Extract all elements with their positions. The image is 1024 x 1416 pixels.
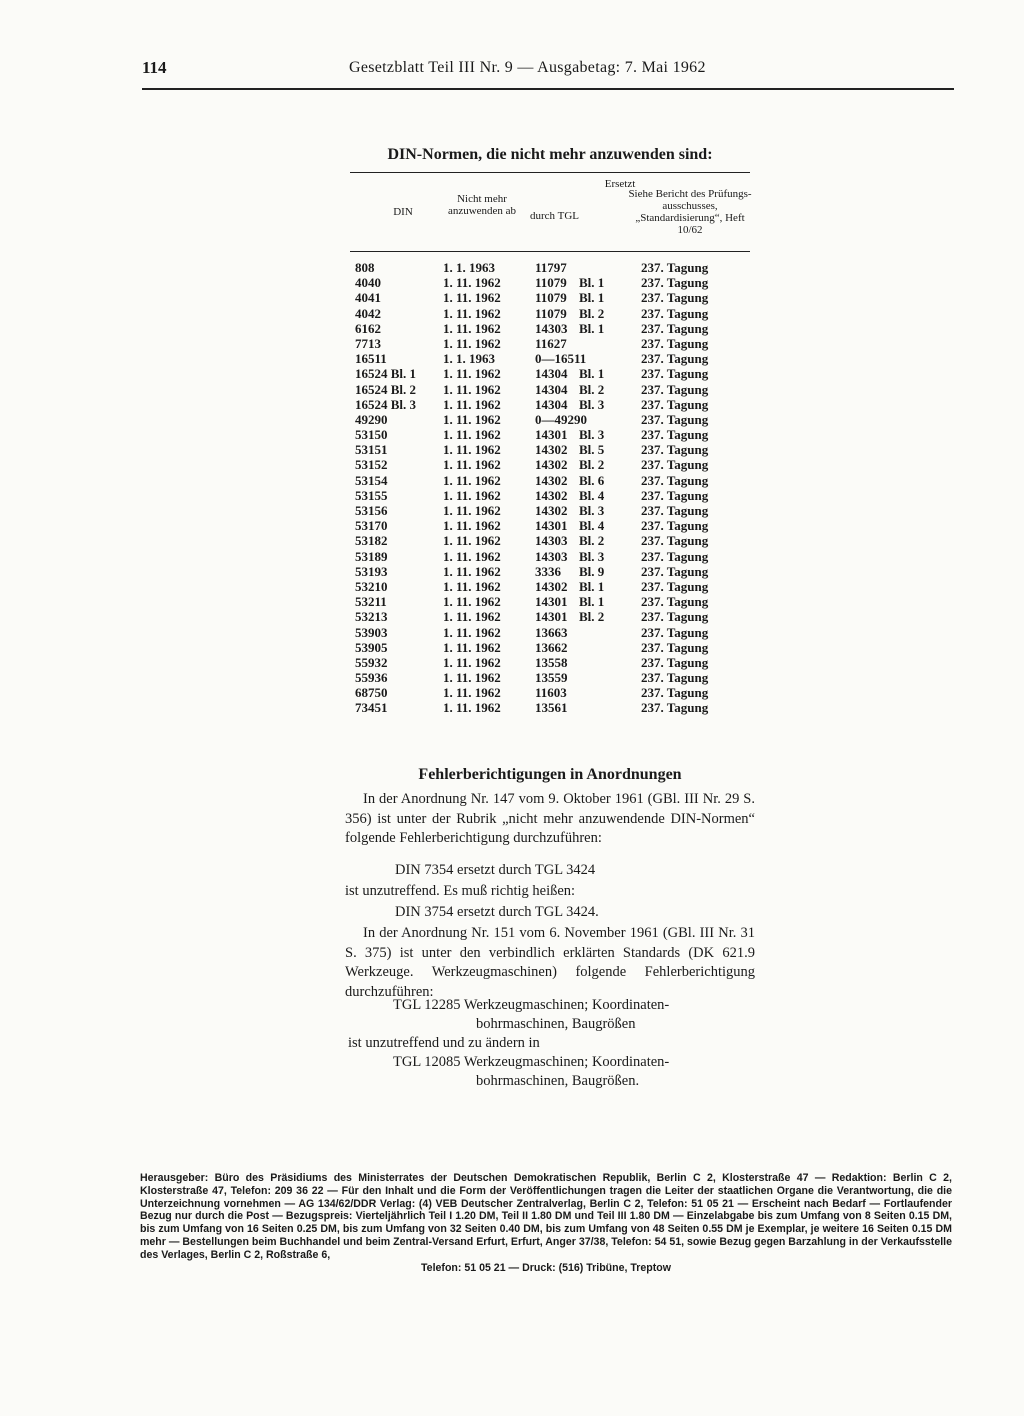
blatt-cell: Bl. 4 <box>579 518 605 534</box>
din-cell: 55932 <box>355 654 388 670</box>
date-cell: 1. 1. 1963 <box>443 260 495 275</box>
tgl-cell: 13558 <box>535 654 568 670</box>
table-header-rule <box>350 251 750 252</box>
table-row <box>350 564 750 579</box>
tgl-cell: 14301 <box>535 427 568 443</box>
column-header-din: DIN <box>393 206 413 218</box>
date-cell: 1. 11. 1962 <box>443 503 501 518</box>
date-cell: 1. 11. 1962 <box>443 275 501 291</box>
blatt-cell: Bl. 2 <box>579 457 605 473</box>
tgl-cell: 14304 <box>535 396 568 412</box>
table-row <box>350 488 750 503</box>
tgl-cell: 3336 <box>535 563 561 579</box>
right-entry-1: DIN 3754 ersetzt durch TGL 3424. <box>395 904 599 920</box>
blatt-cell: Bl. 2 <box>579 305 605 321</box>
correction-paragraph-1 <box>345 790 755 849</box>
tgl-cell: 14301 <box>535 518 568 534</box>
blatt-cell: Bl. 2 <box>579 533 605 549</box>
blatt-cell: Bl. 2 <box>579 381 605 397</box>
din-cell: 16511 <box>355 351 387 367</box>
blatt-cell: Bl. 1 <box>579 578 605 594</box>
table-row <box>350 503 750 518</box>
date-cell: 1. 11. 1962 <box>443 320 501 336</box>
table-row <box>350 670 750 685</box>
report-cell: 237. Tagung <box>641 700 709 716</box>
tgl-cell: 11797 <box>535 260 567 275</box>
din-cell: 16524 Bl. 2 <box>355 381 417 397</box>
din-cell: 53903 <box>355 624 388 640</box>
report-cell: 237. Tagung <box>641 670 709 686</box>
table-row <box>350 473 750 488</box>
date-cell: 1. 11. 1962 <box>443 685 501 701</box>
table-row <box>350 594 750 609</box>
date-cell: 1. 11. 1962 <box>443 290 501 306</box>
date-cell: 1. 11. 1962 <box>443 654 501 670</box>
blatt-cell: Bl. 1 <box>579 290 605 306</box>
tgl-cell: 14303 <box>535 533 568 549</box>
report-cell: 237. Tagung <box>641 335 709 351</box>
page-header <box>142 58 954 86</box>
blatt-cell: Bl. 1 <box>579 366 605 382</box>
table-row <box>350 397 750 412</box>
tgl-cell: 14304 <box>535 366 568 382</box>
date-cell: 1. 11. 1962 <box>443 609 501 625</box>
table-row <box>350 382 750 397</box>
din-cell: 53170 <box>355 518 388 534</box>
date-cell: 1. 11. 1962 <box>443 594 501 610</box>
table-row <box>350 306 750 321</box>
table-title: DIN-Normen, die nicht mehr anzuwenden sind: <box>387 146 713 163</box>
table-row <box>350 290 750 305</box>
tgl-cell: 11603 <box>535 685 567 701</box>
blatt-cell: Bl. 5 <box>579 442 605 458</box>
report-cell: 237. Tagung <box>641 578 709 594</box>
date-cell: 1. 11. 1962 <box>443 548 501 564</box>
report-cell: 237. Tagung <box>641 609 709 625</box>
tgl-cell: 13663 <box>535 624 568 640</box>
din-cell: 16524 Bl. 1 <box>355 366 417 382</box>
report-cell: 237. Tagung <box>641 533 709 549</box>
din-cell: 4041 <box>355 290 381 306</box>
table-row <box>350 549 750 564</box>
table-row <box>350 685 750 700</box>
date-cell: 1. 11. 1962 <box>443 457 501 473</box>
imprint <box>140 1172 952 1274</box>
report-cell: 237. Tagung <box>641 381 709 397</box>
report-cell: 237. Tagung <box>641 548 709 564</box>
din-cell: 53193 <box>355 563 388 579</box>
tgl-cell: 0—49290 <box>535 411 587 427</box>
date-cell: 1. 11. 1962 <box>443 518 501 534</box>
report-cell: 237. Tagung <box>641 457 709 473</box>
tgl-cell: 14302 <box>535 487 568 503</box>
date-cell: 1. 11. 1962 <box>443 305 501 321</box>
date-cell: 1. 11. 1962 <box>443 442 501 458</box>
din-cell: 53213 <box>355 609 388 625</box>
din-cell: 53152 <box>355 457 388 473</box>
date-cell: 1. 11. 1962 <box>443 396 501 412</box>
table-row <box>350 640 750 655</box>
imprint-last-line: Telefon: 51 05 21 — Druck: (516) Tribüne, Treptow <box>421 1261 671 1274</box>
date-cell: 1. 11. 1962 <box>443 427 501 443</box>
blatt-cell: Bl. 1 <box>579 275 605 291</box>
column-header-durch-tgl: durch TGL <box>530 210 579 222</box>
blatt-cell: Bl. 9 <box>579 563 605 579</box>
report-cell: 237. Tagung <box>641 320 709 336</box>
wrong-entry-2-line-1: TGL 12285 Werkzeugmaschinen; Koordinaten- <box>393 997 670 1013</box>
report-cell: 237. Tagung <box>641 305 709 321</box>
report-cell: 237. Tagung <box>641 654 709 670</box>
date-cell: 1. 11. 1962 <box>443 487 501 503</box>
tgl-cell: 13662 <box>535 639 568 655</box>
table-top-rule <box>350 172 750 173</box>
report-cell: 237. Tagung <box>641 275 709 291</box>
header-rule <box>142 88 954 90</box>
report-cell: 237. Tagung <box>641 563 709 579</box>
din-cell: 53211 <box>355 594 387 610</box>
column-header-ersetzt: Ersetzt <box>604 178 636 190</box>
tgl-cell: 14304 <box>535 381 568 397</box>
report-cell: 237. Tagung <box>641 396 709 412</box>
blatt-cell: Bl. 1 <box>579 320 605 336</box>
date-cell: 1. 11. 1962 <box>443 578 501 594</box>
date-cell: 1. 1. 1963 <box>443 351 495 367</box>
blatt-cell: Bl. 3 <box>579 503 605 518</box>
wrong-entry-1: DIN 7354 ersetzt durch TGL 3424 <box>395 862 596 878</box>
din-cell: 53905 <box>355 639 388 655</box>
table-row <box>350 700 750 715</box>
date-cell: 1. 11. 1962 <box>443 533 501 549</box>
table-row <box>350 457 750 472</box>
report-cell: 237. Tagung <box>641 472 709 488</box>
report-cell: 237. Tagung <box>641 518 709 534</box>
din-cell: 53156 <box>355 503 388 518</box>
blatt-cell: Bl. 4 <box>579 487 605 503</box>
tgl-cell: 11079 <box>535 305 567 321</box>
date-cell: 1. 11. 1962 <box>443 411 501 427</box>
din-cell: 53182 <box>355 533 388 549</box>
din-cell: 16524 Bl. 3 <box>355 396 417 412</box>
date-cell: 1. 11. 1962 <box>443 624 501 640</box>
din-cell: 53151 <box>355 442 388 458</box>
report-cell: 237. Tagung <box>641 503 709 518</box>
din-cell: 49290 <box>355 411 388 427</box>
din-cell: 53155 <box>355 487 388 503</box>
tgl-cell: 14301 <box>535 609 568 625</box>
tgl-cell: 13559 <box>535 670 568 686</box>
blatt-cell: Bl. 1 <box>579 594 605 610</box>
din-cell: 6162 <box>355 320 381 336</box>
section-title: Fehlerberichtigungen in Anordnungen <box>418 766 682 783</box>
table-row <box>350 336 750 351</box>
right-entry-2-line-2: bohrmaschinen, Baugrößen. <box>476 1073 640 1089</box>
tgl-cell: 11079 <box>535 290 567 306</box>
tgl-cell: 14301 <box>535 594 568 610</box>
report-cell: 237. Tagung <box>641 594 709 610</box>
report-cell: 237. Tagung <box>641 351 709 367</box>
tgl-cell: 14302 <box>535 472 568 488</box>
date-cell: 1. 11. 1962 <box>443 563 501 579</box>
din-cell: 53189 <box>355 548 388 564</box>
table-row <box>350 412 750 427</box>
report-cell: 237. Tagung <box>641 366 709 382</box>
imprint-text: Herausgeber: Büro des Präsidiums des Ministerrates der Deutschen Demokratischen Republik, Berlin C 2, Klosterstraße 47 — Redaktion: Berlin C 2, Klosterstraße 47, Telefon: 209 36 22 — Für den Inhalt und die Form der Veröffentlichungen tragen die Leiter der staatlichen Organe die Verantwortung, die die Unterzeichnung vornehmen — AG 134/62/DDR Verlag: (4) VEB Deutscher Zentralverlag, Berlin C 2, Telefon: 51 05 21 — Erscheint nach Bedarf — Fortlaufender Bezug nur durch die Post — Bezugspreis: Vierteljährlich Teil I 1.20 DM, Teil II 1.80 DM und Teil III 1.80 DM — Einzelabgabe bis zum Umfang von 8 Seiten 0.15 DM, bis zum Umfang von 16 Seiten 0.25 DM, bis zum Umfang von 32 Seiten 0.40 DM, bis zum Umfang von 48 Seiten 0.55 DM je Exemplar, je weitere 16 Seiten 0.15 DM mehr — Bestellungen beim Buchhandel und beim Zentral-Versand Erfurt, Erfurt, Anger 37/38, Telefon: 54 51, sowie Bezug gegen Barzahlung in der Verkaufsstelle des Verlages, Berlin C 2, Roßstraße 6, <box>140 1172 952 1261</box>
din-cell: 73451 <box>355 700 388 716</box>
wrong-entry-2-line-2: bohrmaschinen, Baugrößen <box>476 1016 636 1032</box>
date-cell: 1. 11. 1962 <box>443 335 501 351</box>
table-row <box>350 275 750 290</box>
report-cell: 237. Tagung <box>641 260 709 275</box>
din-cell: 55936 <box>355 670 388 686</box>
page-number: 114 <box>142 58 167 77</box>
report-cell: 237. Tagung <box>641 624 709 640</box>
date-cell: 1. 11. 1962 <box>443 366 501 382</box>
table-row <box>350 351 750 366</box>
din-cell: 4042 <box>355 305 381 321</box>
report-cell: 237. Tagung <box>641 442 709 458</box>
table-row <box>350 260 750 275</box>
report-cell: 237. Tagung <box>641 411 709 427</box>
correction-paragraph-1-text: In der Anordnung Nr. 147 vom 9. Oktober 1961 (GBl. III Nr. 29 S. 356) ist unter der Rubrik „nicht mehr anzuwendende DIN-Normen“ folgende Fehlerberichtigung durchzuführen: <box>345 791 755 846</box>
table-row <box>350 442 750 457</box>
blatt-cell: Bl. 6 <box>579 472 605 488</box>
correction-paragraph-2 <box>345 924 755 1002</box>
blatt-cell: Bl. 2 <box>579 609 605 625</box>
table-body <box>350 260 750 716</box>
tgl-cell: 11079 <box>535 275 567 291</box>
tgl-cell: 0—16511 <box>535 351 587 367</box>
din-cell: 808 <box>355 260 375 275</box>
incorrect-note-1: ist unzutreffend. Es muß richtig heißen: <box>345 883 576 899</box>
tgl-cell: 13561 <box>535 700 568 716</box>
tgl-cell: 14303 <box>535 548 568 564</box>
blatt-cell: Bl. 3 <box>579 548 605 564</box>
table-row <box>350 321 750 336</box>
din-cell: 53150 <box>355 427 388 443</box>
table-row <box>350 609 750 624</box>
incorrect-note-2: ist unzutreffend und zu ändern in <box>348 1035 540 1051</box>
correction-paragraph-2-text: In der Anordnung Nr. 151 vom 6. November 1961 (GBl. III Nr. 31 S. 375) ist unter den verbindlich erklärten Standards (DK 621.9 Werkzeuge. Werkzeugmaschinen) folgende Fehlerberichtigung durchzuführen: <box>345 925 755 1000</box>
date-cell: 1. 11. 1962 <box>443 472 501 488</box>
tgl-cell: 11627 <box>535 335 567 351</box>
din-cell: 68750 <box>355 685 388 701</box>
din-cell: 53154 <box>355 472 388 488</box>
table-row <box>350 366 750 381</box>
din-cell: 53210 <box>355 578 388 594</box>
tgl-cell: 14302 <box>535 578 568 594</box>
date-cell: 1. 11. 1962 <box>443 381 501 397</box>
date-cell: 1. 11. 1962 <box>443 670 501 686</box>
tgl-cell: 14303 <box>535 320 568 336</box>
blatt-cell: Bl. 3 <box>579 396 605 412</box>
running-title: Gesetzblatt Teil III Nr. 9 — Ausgabetag: 7. Mai 1962 <box>349 59 706 76</box>
din-cell: 7713 <box>355 335 381 351</box>
report-cell: 237. Tagung <box>641 290 709 306</box>
din-cell: 4040 <box>355 275 381 291</box>
report-cell: 237. Tagung <box>641 639 709 655</box>
table-row <box>350 579 750 594</box>
table-row <box>350 427 750 442</box>
column-header-bericht: Siehe Bericht des Prüfungs-ausschusses, „Standardisierung“, Heft 10/62 <box>628 188 752 236</box>
report-cell: 237. Tagung <box>641 487 709 503</box>
table-row <box>350 533 750 548</box>
tgl-cell: 14302 <box>535 503 568 518</box>
report-cell: 237. Tagung <box>641 427 709 443</box>
right-entry-2-line-1: TGL 12085 Werkzeugmaschinen; Koordinaten- <box>393 1054 670 1070</box>
date-cell: 1. 11. 1962 <box>443 639 501 655</box>
date-cell: 1. 11. 1962 <box>443 700 501 716</box>
column-header-nicht-mehr: Nicht mehr anzuwenden ab <box>447 193 517 217</box>
table-row <box>350 655 750 670</box>
blatt-cell: Bl. 3 <box>579 427 605 443</box>
table-row <box>350 625 750 640</box>
tgl-cell: 14302 <box>535 457 568 473</box>
report-cell: 237. Tagung <box>641 685 709 701</box>
table-row <box>350 518 750 533</box>
tgl-cell: 14302 <box>535 442 568 458</box>
